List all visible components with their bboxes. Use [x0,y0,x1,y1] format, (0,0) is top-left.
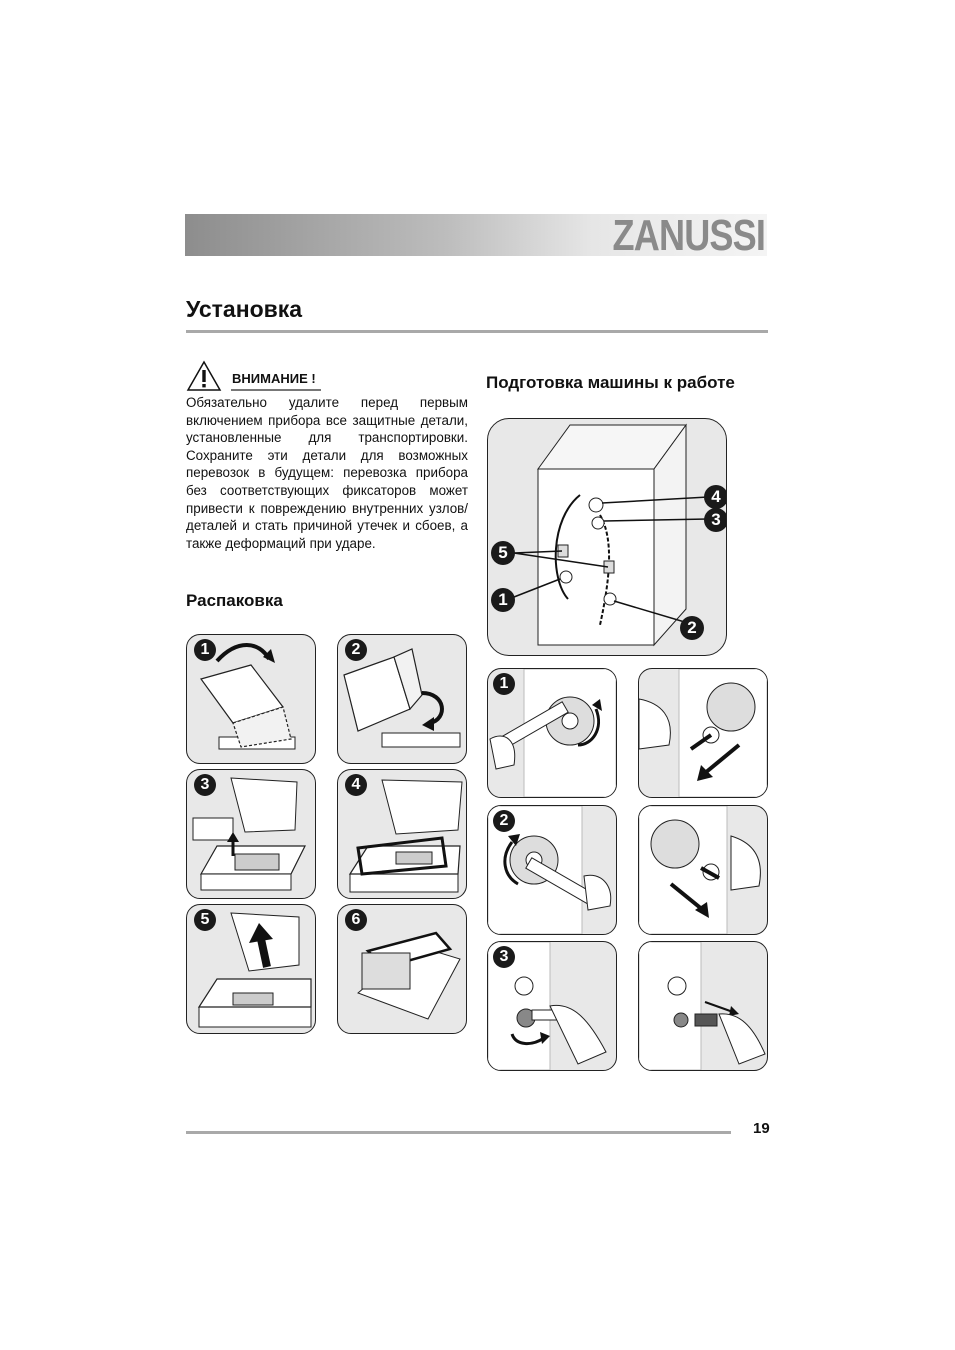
unpacking-step-3-panel [186,769,316,899]
step-number-badge: 3 [493,946,515,968]
unpacking-step-5-panel [186,904,316,1034]
unpacking-step-6-panel [337,904,467,1034]
callout-badge-3: 3 [704,508,727,532]
title-divider [186,330,768,333]
preparation-step-1-remove-panel [638,668,768,798]
step-number-badge: 1 [194,639,216,661]
unpacking-step-2-panel [337,634,467,764]
callout-badge-2: 2 [680,616,704,640]
step-number-badge: 3 [194,774,216,796]
step-number-badge: 4 [345,774,367,796]
machine-rear-view-panel [487,418,727,656]
step-number-badge: 1 [493,673,515,695]
preparation-step-1-panel [487,668,617,798]
preparation-step-2-remove-illustration [639,806,767,934]
preparation-step-2-remove-panel [638,805,768,935]
callout-badge-1: 1 [491,588,515,612]
header-bar [185,211,767,260]
preparation-step-3-panel [487,941,617,1071]
preparation-title: Подготовка машины к работе [486,373,735,392]
footer-divider [186,1131,731,1134]
warning-label: ВНИМАНИЕ ! [232,371,316,386]
step-number-badge: 2 [493,810,515,832]
unpacking-step-4-panel [337,769,467,899]
preparation-step-3-remove-illustration [639,942,767,1070]
unpacking-title: Распаковка [186,591,283,610]
step-number-badge: 5 [194,909,216,931]
preparation-step-2-panel [487,805,617,935]
warning-triangle-icon [186,360,222,392]
callout-badge-4: 4 [704,485,727,509]
warning-text: Обязательно удалите перед первым включением прибора все защитные детали, установленные для транспортировки. Сохраните эти детали для возможных перевозок в будущем: перевозка прибора без соответствующих фиксаторов может привести к повреждению внутренних узлов/деталей и стать причиной утечек и сбоев, а также деформаций при ударе. [186,395,468,551]
brand-logo: ZANUSSI [612,211,765,260]
warning-underline [231,389,321,391]
preparation-step-3-remove-panel [638,941,768,1071]
unpacking-step-1-panel [186,634,316,764]
step-number-badge: 6 [345,909,367,931]
step-number-badge: 2 [345,639,367,661]
page-number: 19 [753,1120,770,1137]
callout-badge-5: 5 [491,541,515,565]
preparation-step-1-remove-illustration [639,669,767,797]
page-title: Установка [186,296,303,322]
